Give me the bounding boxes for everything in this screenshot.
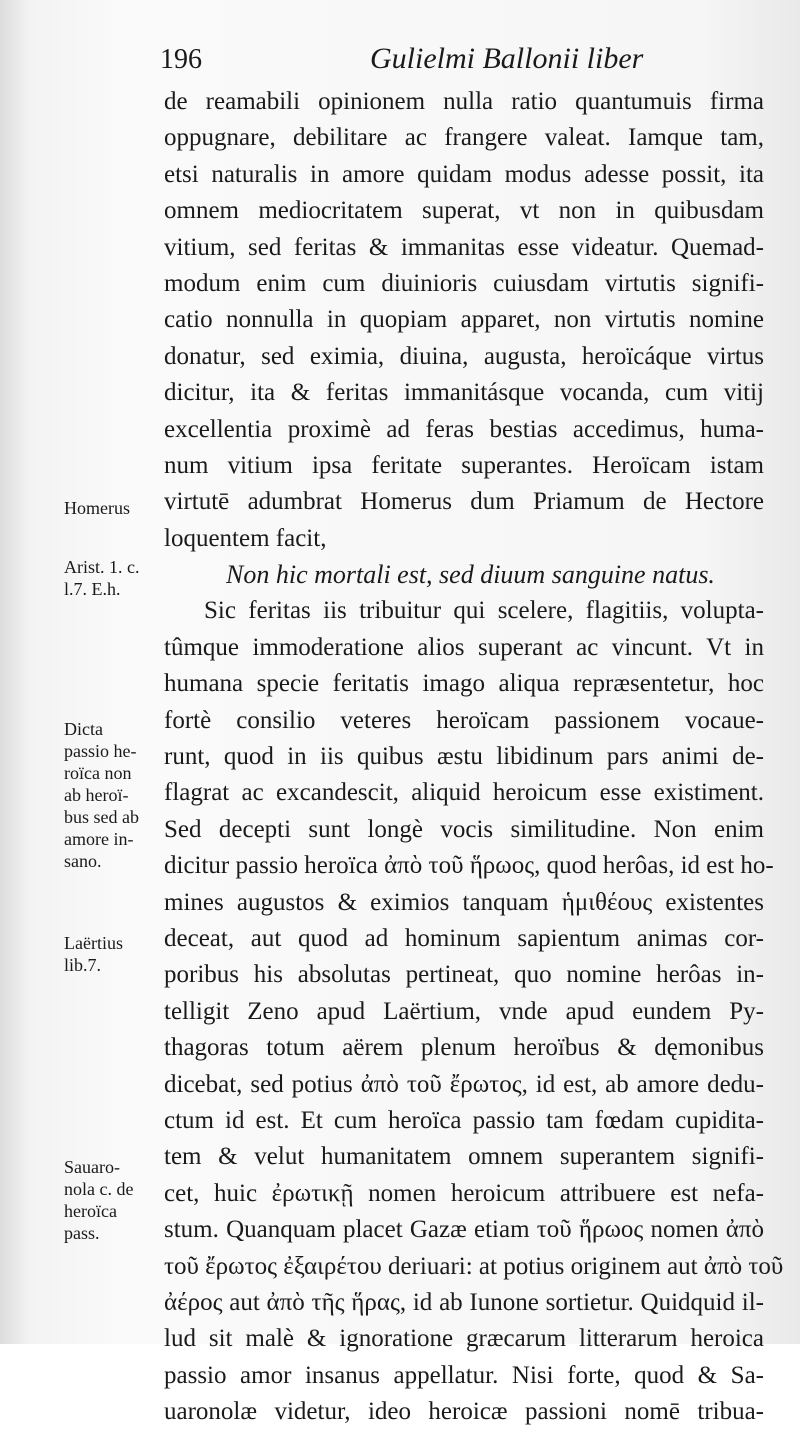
- running-head: Gulielmi Ballonii liber: [370, 42, 644, 75]
- text-line: vitium, sed feritas & immanitas esse videatur. Quemad-: [164, 233, 764, 261]
- margin-note-line: Sauaro-: [64, 1157, 120, 1177]
- text-line: cet, huic ἐρωτικῇ nomen heroicum attribuere est nefa-: [164, 1179, 764, 1207]
- margin-note-line: passio he-: [64, 741, 137, 761]
- text-line: tem & velut humanitatem omnem superantem signifi-: [164, 1143, 764, 1171]
- margin-note-line: roïca non: [64, 763, 132, 783]
- text-line: dicitur, ita & feritas immanitásque vocanda, cum vitij: [164, 379, 764, 407]
- verse-quotation: Non hic mortali est, sed diuum sanguine natus.: [226, 560, 715, 590]
- text-line: Sic feritas iis tribuitur qui scelere, flagitiis, volupta-: [204, 597, 764, 625]
- text-line: mines augustos & eximios tanquam ἡμιθέους existentes: [164, 888, 764, 916]
- text-line: fortè consilio veteres heroïcam passionem vocaue-: [164, 706, 764, 734]
- margin-note-line: sano.: [64, 851, 102, 871]
- text-line: lud sit malè & ignoratione græcarum litterarum heroica: [164, 1325, 764, 1353]
- margin-note-line: heroïca: [64, 1201, 117, 1221]
- text-line: oppugnare, debilitare ac frangere valeat. Iamque tam,: [164, 124, 764, 152]
- margin-note-line: Dicta: [64, 719, 103, 739]
- text-line: τοῦ ἔρωτος ἐξαιρέτου deriuari: at potius originem aut ἀπὸ τοῦ: [164, 1252, 784, 1280]
- margin-note-dicta: [64, 718, 174, 872]
- text-line: omnem mediocritatem superat, vt non in quibusdam: [164, 197, 764, 225]
- margin-note-aristotle: [64, 556, 174, 600]
- text-line: deceat, aut quod ad hominum sapientum animas cor-: [164, 924, 764, 952]
- text-line: poribus his absolutas pertineat, quo nomine herôas in-: [164, 961, 764, 989]
- page-header: [160, 38, 760, 78]
- text-line: catio nonnulla in quopiam apparet, non virtutis nomine: [164, 306, 764, 334]
- text-line: etsi naturalis in amore quidam modus adesse possit, ita: [164, 160, 764, 188]
- margin-note-line: amore in-: [64, 829, 134, 849]
- text-line: de reamabili opinionem nulla ratio quantumuis firma: [164, 88, 764, 115]
- margin-note-line: bus sed ab: [64, 807, 139, 827]
- text-line: telligit Zeno apud Laërtium, vnde apud eundem Py-: [164, 997, 764, 1025]
- text-line: thagoras totum aërem plenum heroïbus & dęmonibus: [164, 1034, 764, 1062]
- text-line: excellentia proximè ad feras bestias accedimus, huma-: [164, 415, 764, 443]
- text-line: donatur, sed eximia, diuina, augusta, heroïcáque virtus: [164, 342, 764, 370]
- text-line: ctum id est. Et cum heroïca passio tam fœdam cupidita-: [164, 1106, 764, 1134]
- margin-note-line: lib.7.: [64, 955, 102, 975]
- text-line: flagrat ac excandescit, aliquid heroicum esse existiment.: [164, 779, 764, 807]
- text-line: dicitur passio heroïca ἀπὸ τοῦ ἥρωος, quod herôas, id est ho-: [164, 852, 774, 880]
- text-line: runt, quod in iis quibus æstu libidinum pars animi de-: [164, 743, 764, 771]
- margin-note-line: Homerus: [64, 498, 130, 518]
- text-line: dicebat, sed potius ἀπὸ τοῦ ἔρωτος, id est, ab amore dedu-: [164, 1070, 764, 1098]
- margin-note-homerus: [64, 497, 174, 519]
- text-line: virtutē adumbrat Homerus dum Priamum de Hectore: [164, 488, 764, 516]
- margin-note-line: l.7. E.h.: [64, 579, 121, 599]
- text-line: loquentem facit,: [164, 524, 327, 552]
- margin-note-line: Laërtius: [64, 933, 123, 953]
- text-line: uaronolæ videtur, ideo heroicæ passioni nomē tribua-: [164, 1398, 764, 1426]
- margin-note-line: ab heroï-: [64, 785, 129, 805]
- text-line: passio amor insanus appellatur. Nisi forte, quod & Sa-: [164, 1361, 764, 1389]
- text-line: tûmque immoderatione alios superant ac vincunt. Vt in: [164, 633, 764, 661]
- text-line: stum. Quanquam placet Gazæ etiam τοῦ ἥρωος nomen ἀπὸ: [164, 1216, 764, 1244]
- main-text: [164, 84, 784, 1430]
- margin-note-line: nola c. de: [64, 1179, 134, 1199]
- page-number: 196: [160, 44, 202, 75]
- text-line: humana specie feritatis imago aliqua repræsentetur, hoc: [164, 670, 764, 698]
- text-line: ἀέρος aut ἀπὸ τῆς ἥρας, id ab Iunone sortietur. Quidquid il-: [164, 1288, 764, 1316]
- margin-note-laertius: [64, 932, 174, 976]
- margin-note-line: Arist. 1. c.: [64, 557, 140, 577]
- margin-note-sauaronola: [64, 1156, 174, 1244]
- text-line: Sed decepti sunt longè vocis similitudine. Non enim: [164, 815, 764, 843]
- text-line: modum enim cum diuinioris cuiusdam virtutis signifi-: [164, 269, 764, 297]
- margin-note-line: pass.: [64, 1223, 100, 1243]
- text-line: num vitium ipsa feritate superantes. Heroïcam istam: [164, 451, 764, 479]
